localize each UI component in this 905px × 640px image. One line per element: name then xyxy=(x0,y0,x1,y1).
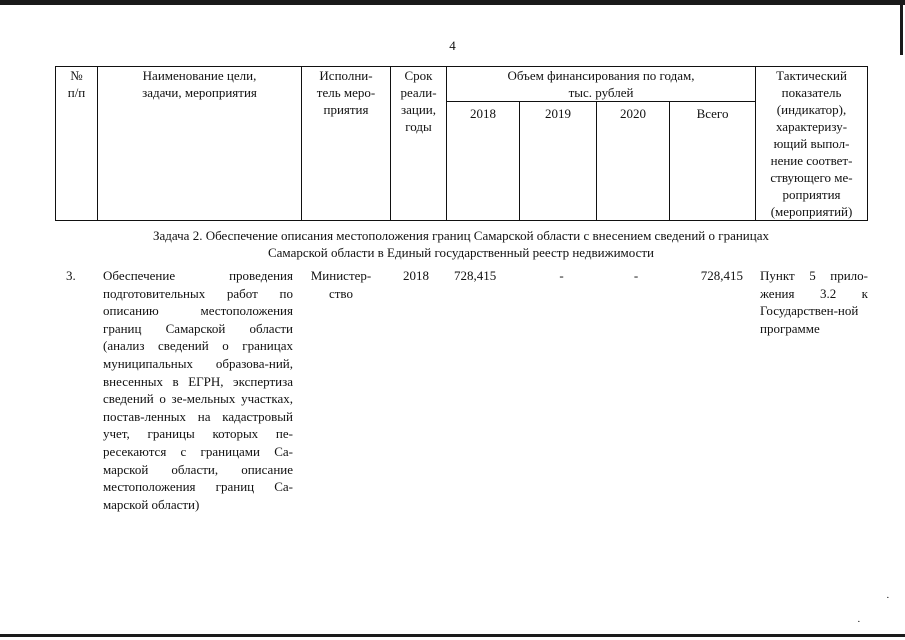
task-heading: Задача 2. Обеспечение описания местоположения границ Самарской области с внесением сведений о границах Самарской области в Единый государственный реестр недвижимости xyxy=(153,228,769,260)
header-financing: Объем финансирования по годам, тыс. рублей xyxy=(447,67,756,102)
page-number: 4 xyxy=(449,38,456,53)
scan-speck: · xyxy=(857,616,861,628)
header-indicator: Тактический показатель (индикатор), характеризу- ющий выпол- нение соответ- ствующего ме- роприятия (мероприятий) xyxy=(756,67,868,221)
header-number: № п/п xyxy=(56,67,98,221)
row-value-2019: - xyxy=(559,268,564,283)
row-indicator: Пункт 5 прило-жения 3.2 к Государствен-ной программе xyxy=(760,268,868,336)
header-total: Всего xyxy=(670,102,756,221)
header-name: Наименование цели, задачи, мероприятия xyxy=(98,67,302,221)
row-term: 2018 xyxy=(403,268,429,283)
row-value-2020: - xyxy=(633,268,639,283)
header-term: Срок реали- зации, годы xyxy=(391,67,447,221)
header-year-2018: 2018 xyxy=(447,102,520,221)
row-value-total: 728,415 xyxy=(700,268,743,283)
header-year-2020: 2020 xyxy=(597,102,670,221)
top-border-rule xyxy=(0,0,905,5)
row-executor: Министер- ство xyxy=(310,268,372,301)
header-year-2019: 2019 xyxy=(520,102,597,221)
table-header xyxy=(55,66,868,221)
row-number: 3. xyxy=(66,268,76,283)
header-executor: Исполни- тель меро- приятия xyxy=(302,67,391,221)
scan-speck: · xyxy=(886,592,890,604)
row-value-2018: 728,415 xyxy=(454,268,497,283)
row-activity-name: Обеспечение проведения подготовительных работ по описанию местоположения границ Самарской области (анализ сведений о границах муниципальных образова-ний, внесенных в ЕГРН, экспертиза сведений о зе-мельных участках, постав-ленных на кадастровый учет, границы которых пе-ресекаются с границами Са-марской области, описание местоположения границ Са-марской области) xyxy=(103,268,293,512)
bottom-border-rule xyxy=(0,634,905,637)
